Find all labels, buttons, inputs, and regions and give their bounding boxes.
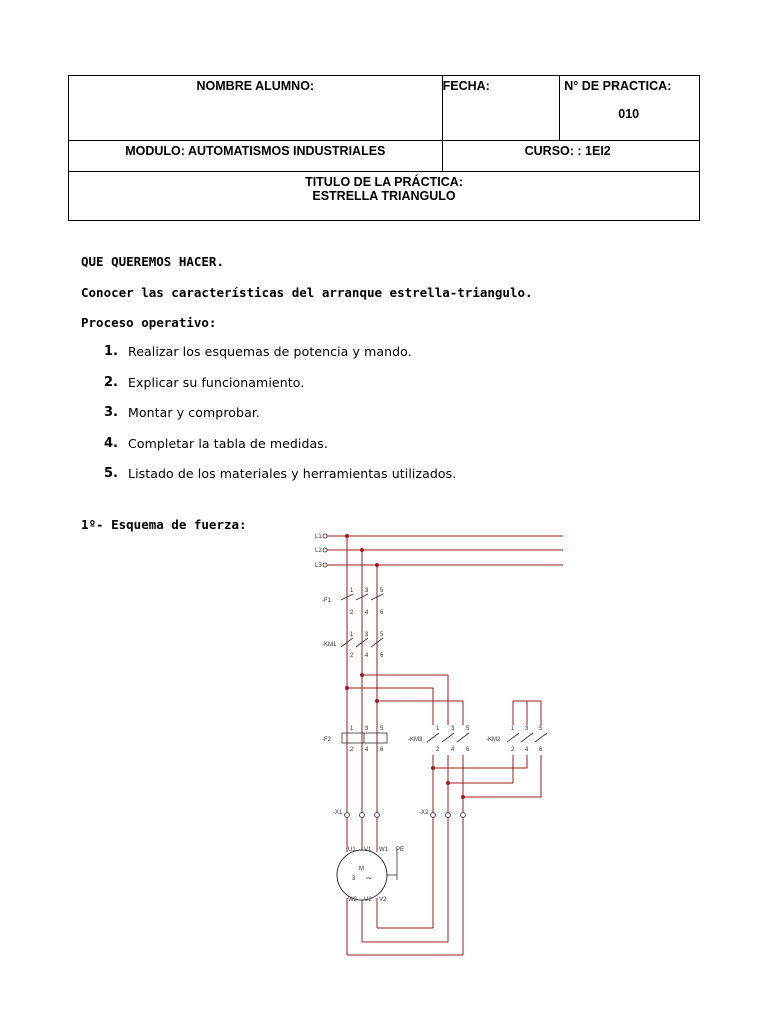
terminal-label: 2 [350,653,354,659]
terminal-label: 1 [350,726,354,732]
terminal-label: 1 [436,726,440,732]
label-km1: -KM1 [322,642,337,648]
terminal-label: 3 [365,632,369,638]
junction-dots [345,534,465,799]
practica-label: N° DE PRACTICA: [564,79,672,93]
step-number: 3. [104,405,118,420]
terminal-label: 6 [380,653,384,659]
motor-phase-label: 3 [352,876,356,882]
step-number: 5. [104,466,118,481]
label-u2: U2 [364,897,372,903]
terminal-label: 4 [525,747,529,753]
label-u1: U1 [348,847,356,853]
terminal-label: 3 [365,726,369,732]
label-f1: -F1 [322,598,331,604]
modulo-label: MODULO: AUTOMATISMOS INDUSTRIALES [125,144,386,158]
label-l1: L1 [315,534,322,540]
terminal-label: 3 [451,726,455,732]
terminal-label: 3 [525,726,529,732]
label-l2: L2 [315,548,322,554]
step-text: Listado de los materiales y herramientas utilizados. [128,466,457,481]
step-text: Realizar los esquemas de potencia y mando. [128,344,412,359]
label-km3: -KM3 [408,737,423,743]
label-w1: W1 [379,847,388,853]
step-text: Montar y comprobar. [128,405,261,420]
terminal-label: 5 [539,726,543,732]
terminal-label: 2 [436,747,440,753]
label-f2: -F2 [322,737,331,743]
diagram-labels [315,534,543,903]
step-number: 4. [104,435,118,451]
terminal-label: 2 [511,747,515,753]
proceso-heading: Proceso operativo: [81,315,217,330]
terminal-label: 2 [350,610,354,616]
terminal-label: 4 [365,653,369,659]
terminal-label: 1 [350,588,354,594]
terminal-label: 1 [511,726,515,732]
step-number: 1. [104,344,118,359]
terminal-label: 4 [365,610,369,616]
fecha-label: FECHA: [442,79,490,93]
terminal-label: 5 [380,726,384,732]
titulo-value: ESTRELLA TRIANGULO [312,189,456,203]
que-hacer-heading: QUE QUEREMOS HACER. [81,254,224,269]
supply-terminals [323,534,327,567]
label-x1: -X1 [333,810,343,816]
step-text: Completar la tabla de medidas. [128,435,328,451]
terminal-label: 5 [466,726,470,732]
label-x2: -X2 [419,810,429,816]
curso-label: CURSO: : 1EI2 [524,144,611,158]
label-l3: L3 [315,563,322,569]
terminal-label: 6 [539,747,543,753]
objetivo-text: Conocer las características del arranque estrella-triangulo. [81,285,533,300]
terminal-label: 5 [380,588,384,594]
terminal-label: 6 [380,610,384,616]
terminal-label: 4 [365,747,369,753]
ac-tilde-icon: ~ [365,874,373,884]
step-text: Explicar su funcionamiento. [128,374,305,390]
switch-symbols [341,594,547,743]
label-v1: V1 [364,847,372,853]
terminal-label: 5 [380,632,384,638]
step-number: 2. [104,374,118,390]
esquema-heading: 1º- Esquema de fuerza: [81,517,247,532]
label-km2: -KM2 [486,737,501,743]
label-w2: W2 [348,897,357,903]
titulo-label: TITULO DE LA PRÁCTICA: [305,175,463,189]
nombre-alumno-label: NOMBRE ALUMNO: [196,79,315,93]
terminal-label: 3 [365,588,369,594]
terminal-label: 6 [380,747,384,753]
practica-number: 010 [618,107,640,121]
terminal-label: 4 [451,747,455,753]
label-pe: PE [396,847,405,853]
motor-label: M [359,866,364,872]
label-v2: V2 [379,897,387,903]
terminal-label: 6 [466,747,470,753]
terminal-label: 1 [350,632,354,638]
terminal-label: 2 [350,747,354,753]
terminal-points [345,813,466,818]
